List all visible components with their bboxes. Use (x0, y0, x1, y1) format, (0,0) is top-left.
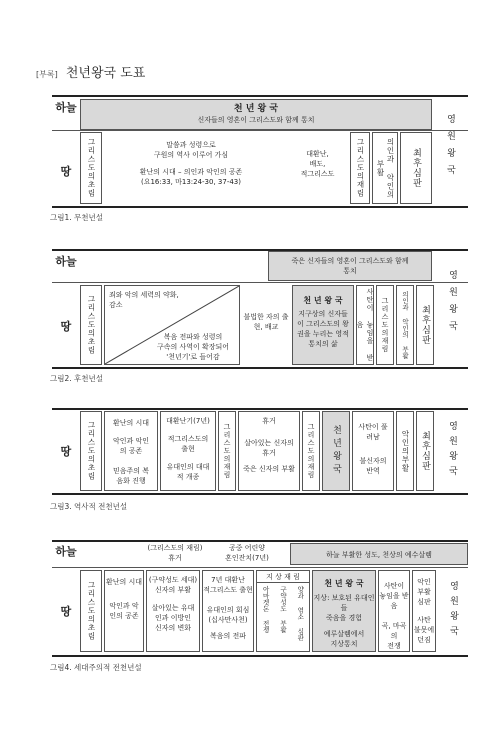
fig1-caption: 그림1. 무천년설 (50, 213, 104, 222)
fig1-resurrection-text: 의인과 악인의 부활 (376, 137, 395, 199)
fig1-earth-label: 땅 (60, 165, 72, 178)
fig1-eternal (436, 114, 464, 204)
fig4-seven1: 7년 대환난 (211, 576, 245, 584)
fig4-kingdom-line2: 죽음을 경험 (325, 614, 363, 622)
fig4-earth-label: 땅 (60, 605, 72, 618)
fig3-rapture-box (238, 411, 300, 491)
fig2-eternal-text: 영원왕국 (447, 270, 457, 338)
fig4-wicked-box (412, 570, 436, 652)
fig3-rapture: 휴거 (262, 417, 276, 425)
fig4-satan1: 사탄이 (383, 582, 405, 590)
fig3-first-coming-text: 그리스도의초림 (87, 421, 96, 481)
fig2-kingdom-sub: 지구상의 신자들이 그리스도의 왕권을 누리는 영적 통치의 삶 (297, 310, 349, 348)
fig3-second-coming (218, 411, 236, 491)
fig1-second-coming-text: 그리스도의재림 (356, 138, 365, 198)
fig2-gospel-text2: 구속의 사역이 확장되어 (156, 343, 230, 351)
fig1-mid-rule (52, 130, 468, 131)
fig3-second-coming-2 (302, 411, 320, 491)
fig3-coexist: 악인과 악인의 공존 (112, 437, 150, 455)
fig3-final-judgment (416, 411, 434, 491)
fig3-tribulation-age: 환난의 시대 (112, 419, 150, 427)
fig1-church-text3: 환난의 시대 – 의인과 악인의 공존 (139, 168, 243, 176)
fig3-first-coming (80, 411, 102, 491)
fig4-wicked1: 악인 (417, 578, 431, 586)
fig1-kingdom-sub: 신자들의 영혼이 그리스도와 함께 통치 (197, 116, 315, 124)
fig2-second-coming-text: 그리스도의재림 (381, 297, 389, 353)
fig2-gospel-text1: 복음 전파와 성령의 (163, 333, 223, 341)
fig4-second-coming-cols (257, 586, 309, 641)
fig1-kingdom-title: 천 년 왕 국 (233, 104, 279, 114)
fig2-sky-band (268, 251, 432, 281)
fig3-top-rule (52, 408, 468, 410)
fig3-second-coming-2-text: 그리스도의재림 (307, 423, 315, 479)
fig4-sky-col3-text: 하늘 부활한 성도, 천상의 예수살렘 (326, 551, 432, 559)
fig4-wicked3: 심판 (417, 598, 431, 606)
fig3-satan: 사탄이 풀려남 (358, 423, 388, 441)
fig4-kingdom-line4: 지상통치 (330, 640, 358, 648)
fig1-resurrection (372, 132, 398, 204)
fig4-kingdom-line3: 예루살렘에서 (323, 630, 365, 638)
fig4-coexist: 악인과 악인의 공존 (109, 602, 139, 620)
fig4-gentiles: 구약성도 부활 (278, 586, 287, 633)
fig2-first-coming-text: 그리스도의초림 (87, 295, 96, 355)
fig1-church-ref: (요16:33, 마13:24-30, 37-43) (140, 178, 241, 186)
fig4-bottom-rule (52, 655, 468, 657)
fig4-seven-box (202, 570, 254, 652)
fig2-gospel-text3: '천년기'로 들어감 (166, 353, 220, 361)
fig1-tribulation: 대환난, 배도, 적그리스도 (300, 150, 335, 178)
fig2-eternal (438, 270, 466, 365)
fig2-evil-text: 죄와 악의 세력의 약화, 감소 (109, 291, 179, 309)
fig3-unbeliever-res (396, 411, 414, 491)
fig4-kingdom-line1: 지상: 보호된 유대인들 (313, 594, 375, 612)
fig4-whitethrone1: 사탄 (417, 616, 431, 624)
fig1-final-judgment (400, 132, 432, 204)
fig4-sky-col2b-text: 혼인잔치(7년) (225, 554, 269, 562)
fig4-kingdom-box (312, 570, 376, 652)
fig4-sky-band (290, 543, 468, 565)
fig3-unbeliever-res-text: 악인의부활 (401, 429, 410, 473)
fig3-kingdom (322, 411, 350, 491)
fig1-first-coming-text: 그리스도의초림 (87, 138, 96, 198)
fig2-final-judgment-text: 최후심판 (420, 305, 430, 345)
fig4-seven2: 적그리스도 출현 (203, 586, 253, 594)
fig2-resurrection (396, 285, 414, 365)
fig4-sky-label: 하늘 (55, 545, 77, 558)
fig1-top-rule (52, 95, 468, 97)
fig3-bottom-rule (52, 493, 468, 495)
fig1-final-judgment-text: 최후심판 (411, 148, 421, 188)
fig1-sky-label: 하늘 (55, 101, 77, 114)
fig3-remnant: 믿음주의 복음화 진행 (112, 467, 150, 485)
fig2-resurrection-text: 의인과 악인의 부활 (401, 291, 409, 359)
fig1-church-text2: 구원의 역사 이루어 가심 (153, 151, 229, 159)
fig3-earth-label: 땅 (60, 445, 72, 458)
fig4-second-coming-box (256, 570, 310, 652)
fig4-israel1: (구약성도 세대) (148, 576, 198, 584)
fig4-church-age: 환난의 시대 (105, 578, 143, 586)
fig4-sky-col2-text: 공중 어린양 (228, 544, 266, 552)
fig3-antichrist: 적그리스도의 출현 (167, 435, 209, 453)
fig4-top-rule (52, 540, 468, 542)
fig3-unbelief: 불신자의 반역 (359, 457, 387, 475)
fig4-whitethrone3: 던짐 (417, 636, 431, 644)
fig4-second-coming-title: 지 상 재 림 (257, 572, 309, 583)
fig3-jews: 유대인의 대대적 개종 (166, 463, 210, 481)
fig2-kingdom-box (292, 285, 354, 365)
fig4-sky-col1b-text: 휴거 (168, 554, 182, 562)
fig1-eternal-text: 영원왕국 (445, 114, 455, 182)
fig1-church-age (106, 140, 276, 187)
fig2-final-judgment (416, 285, 434, 365)
fig2-sky-note: 죽은 신자들의 영혼이 그리스도와 함께 통치 (291, 257, 409, 275)
fig4-israel3: 살아있는 유대인과 이방인 (151, 604, 195, 622)
fig3-dead-resurrect: 죽은 신자의 부활 (243, 465, 295, 473)
fig3-eternal-text: 영원왕국 (447, 421, 457, 481)
fig4-armageddon: 아마겟돈 전쟁 (261, 586, 270, 633)
fig4-gog2: 전쟁 (387, 642, 401, 650)
fig4-sky-col1-text: (그리스도의 재림) (147, 544, 203, 552)
fig4-gog: 곡, 마곡의 (381, 622, 407, 640)
title-tag: [부록] (36, 70, 58, 79)
page-title (36, 62, 145, 81)
fig2-kingdom-title: 천 년 왕 국 (303, 296, 343, 305)
fig4-israel2: 신자의 부활 (154, 586, 192, 594)
fig4-mid-rule (52, 567, 468, 568)
fig3-great-trib: 대환난기(7년) (166, 417, 210, 425)
fig2-satan-released (356, 285, 374, 365)
fig1-first-coming (80, 132, 102, 204)
fig3-caption: 그림3. 역사적 전천년설 (50, 502, 128, 511)
fig2-first-coming (80, 285, 102, 365)
fig1-second-coming (350, 132, 370, 204)
fig4-eternal (440, 570, 466, 652)
fig2-caption: 그림2. 후천년설 (50, 374, 104, 383)
fig4-seven4: (십사만사천) (208, 616, 248, 624)
fig2-second-coming (376, 285, 394, 365)
fig4-sky-col1 (140, 543, 210, 563)
fig4-satan2: 놓임을 받음 (379, 592, 409, 610)
fig3-kingdom-text: 천년왕국 (331, 425, 341, 477)
fig3-wedding: 살아있는 신자의 휴거 (244, 439, 294, 457)
fig4-seven3: 유대인의 회심 (206, 606, 250, 614)
fig2-earth-label: 땅 (60, 320, 72, 333)
fig4-church-box (104, 570, 144, 652)
fig1-church-text1: 말씀과 성령으로 (166, 141, 216, 149)
fig2-bottom-rule (52, 367, 468, 369)
fig2-mid-rule (52, 282, 468, 283)
fig2-satan-text: 사탄이 놓임을 받음 (356, 288, 374, 362)
fig3-eternal (438, 411, 466, 491)
fig4-israel-box (146, 570, 200, 652)
fig3-final-judgment-text: 최후심판 (420, 431, 430, 471)
fig3-second-coming-text: 그리스도의재림 (223, 423, 231, 479)
fig3-church-box (104, 411, 158, 491)
fig1-bottom-rule (52, 206, 468, 208)
fig3-satan-box (352, 411, 394, 491)
fig4-caption: 그림4. 세대주의적 전천년설 (50, 663, 142, 672)
fig2-apostasy: 불법한 자의 출현, 배교 (243, 313, 289, 331)
fig1-kingdom-band (80, 99, 432, 130)
fig2-church-box (104, 285, 240, 365)
fig4-sky-col2 (212, 543, 282, 563)
fig3-trib-box (160, 411, 216, 491)
fig4-kingdom-title: 천 년 왕 국 (324, 579, 364, 588)
fig4-israel4: 신자의 변화 (154, 624, 192, 632)
fig4-seven5: 복음의 전파 (209, 632, 247, 640)
fig4-first-coming (80, 570, 102, 652)
title-text: 천년왕국 도표 (65, 66, 146, 81)
fig4-whitethrone2: 불못에 (413, 626, 435, 634)
fig4-satan-box (378, 570, 410, 652)
fig4-eternal-text: 영원왕국 (448, 581, 458, 641)
fig4-first-coming-text: 그리스도의초림 (87, 581, 96, 641)
fig4-judgment-nations: 양과 염소 심판 (296, 586, 305, 641)
fig4-wicked2: 부활 (417, 588, 431, 596)
fig2-sky-label: 하늘 (55, 255, 77, 268)
